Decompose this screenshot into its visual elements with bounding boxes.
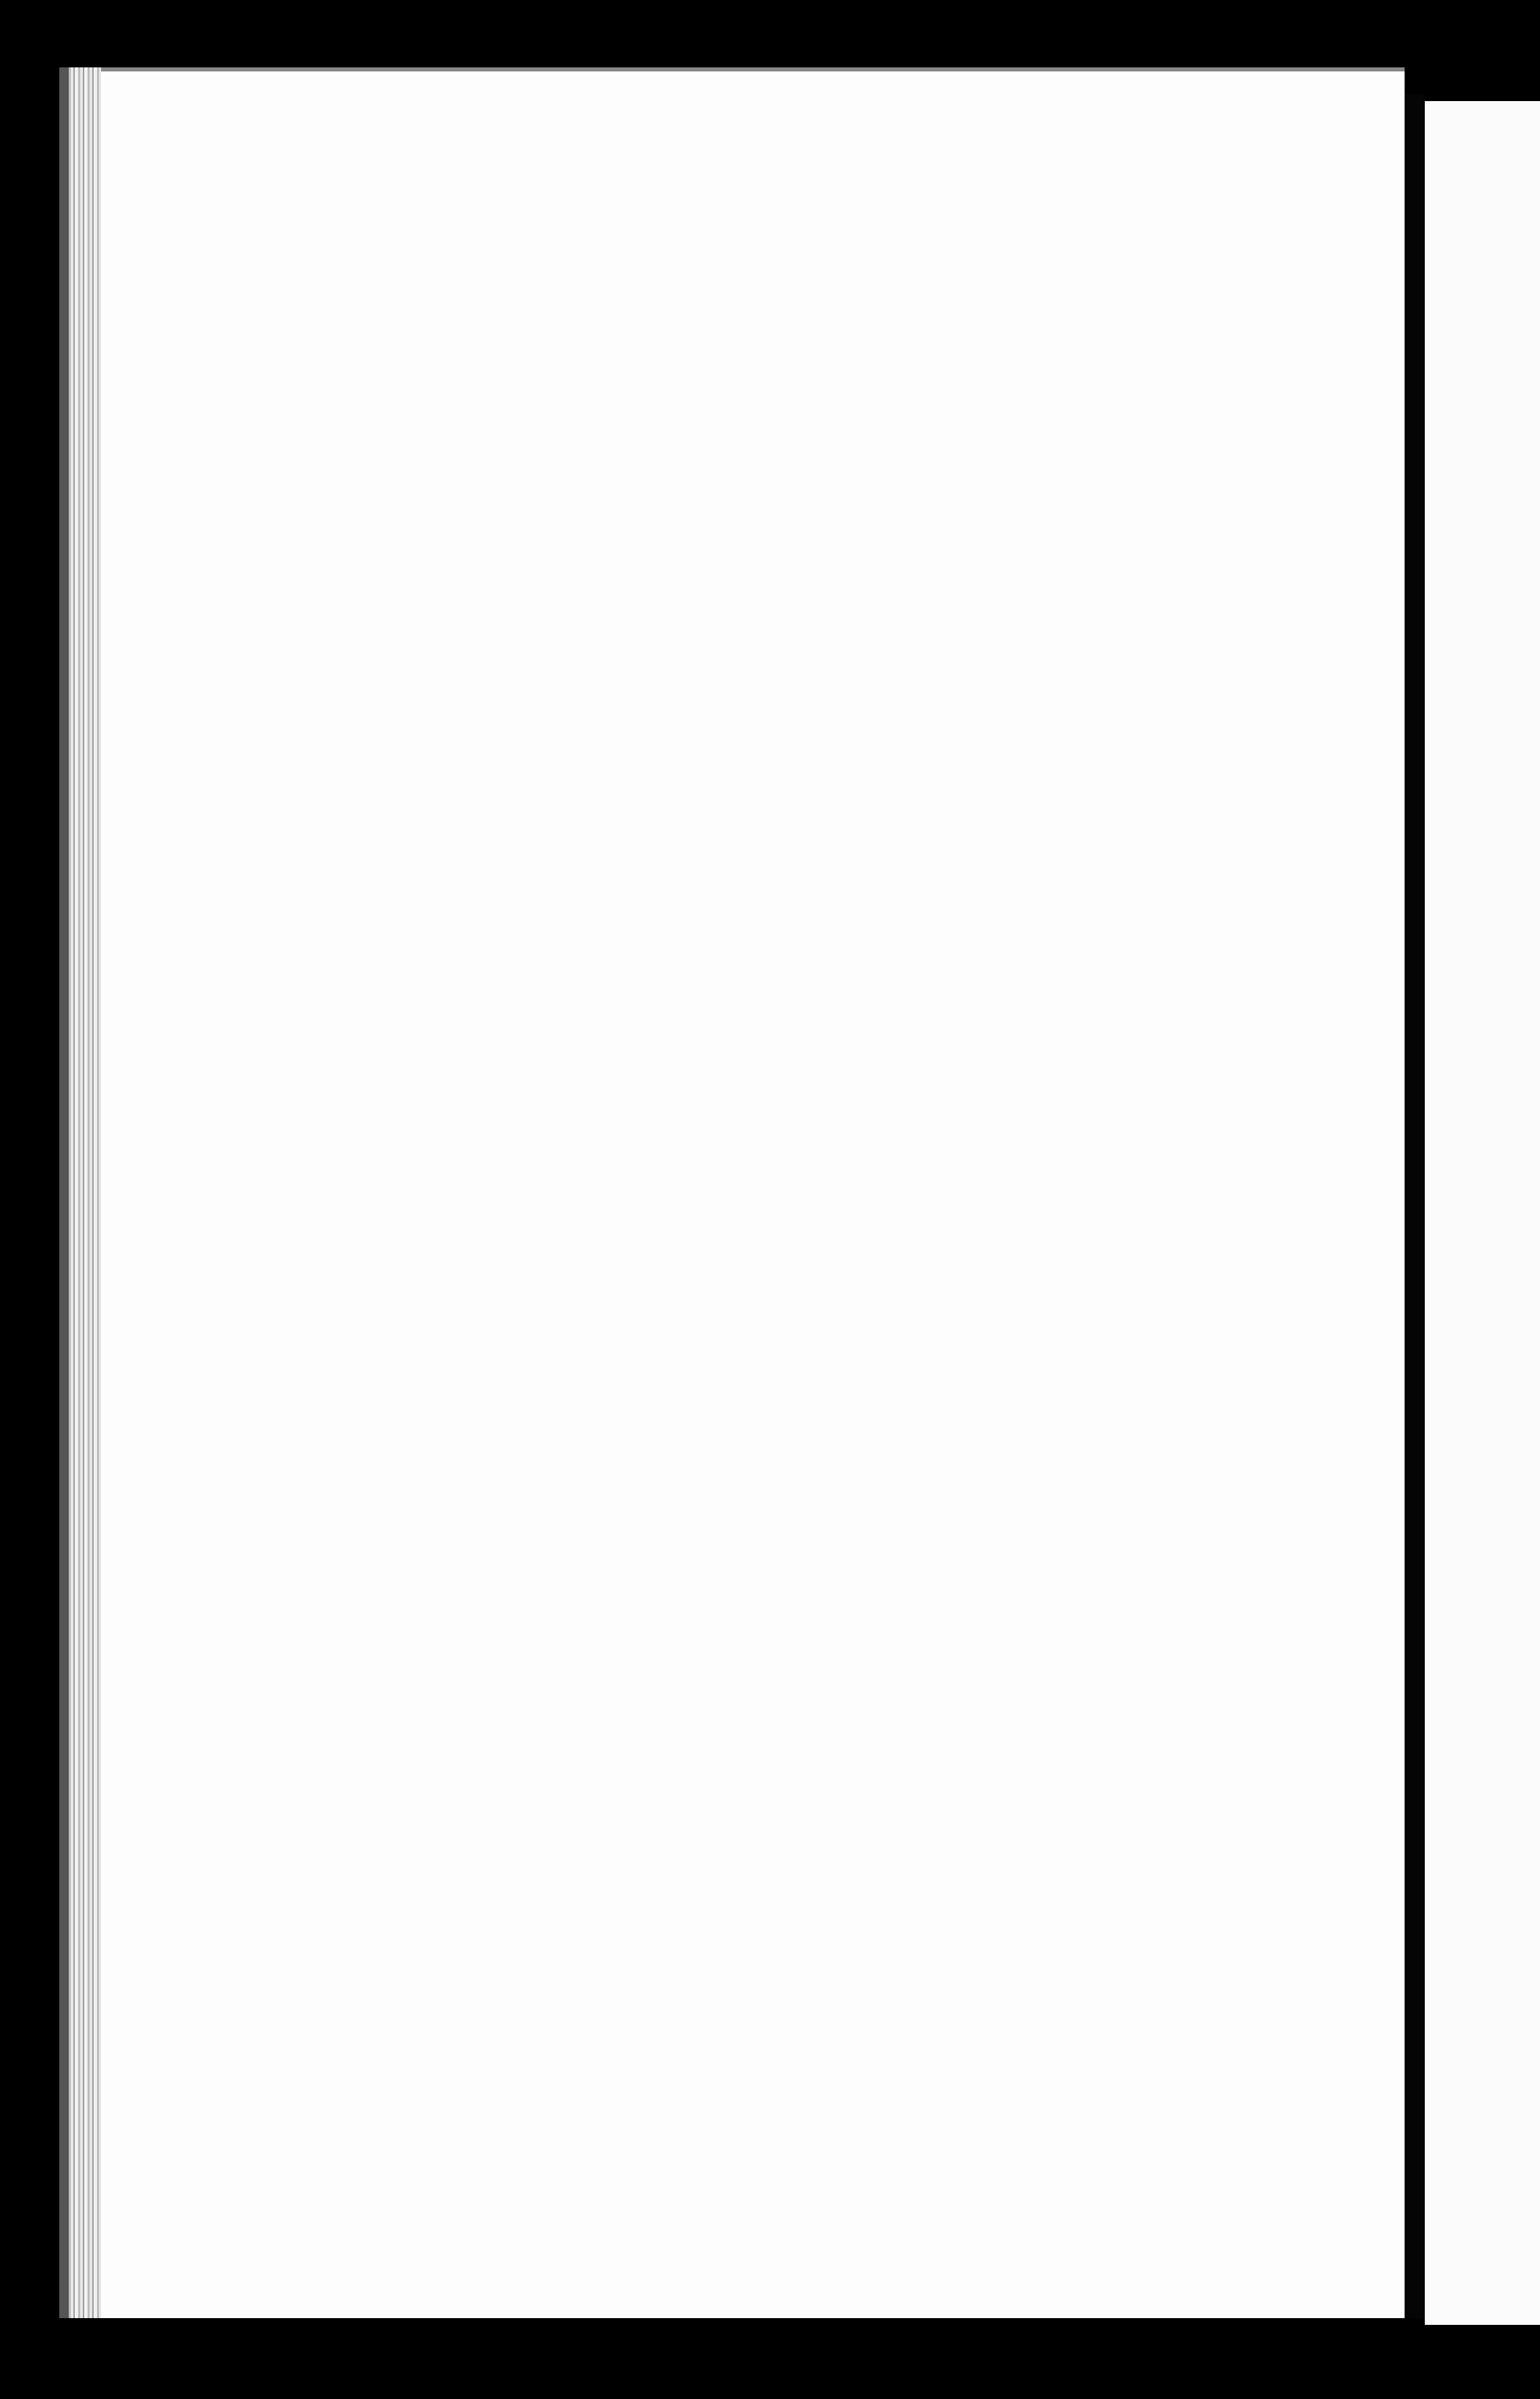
facing-page xyxy=(1425,101,1540,2325)
page-edge-shadow xyxy=(59,67,69,2318)
book-gutter xyxy=(1405,94,1425,2318)
book-page xyxy=(101,67,1405,2318)
